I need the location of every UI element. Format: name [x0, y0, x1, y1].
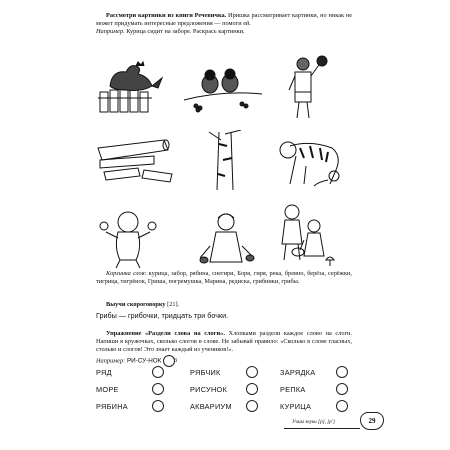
exercise-example-label: Например: — [96, 357, 126, 365]
page-number: 29 — [360, 412, 384, 430]
intro-text: Иришка рассматривает картинки, но никак не может придумать интересные предложения — помоги ей. — [96, 12, 352, 28]
syllable-circle[interactable] — [246, 383, 258, 395]
exercise-example-word: РИ-СУ-НОК — [125, 357, 162, 365]
footer-rule — [284, 428, 360, 429]
tiger-and-cub — [270, 136, 350, 188]
word-basket — [96, 270, 352, 286]
word-row — [96, 366, 356, 380]
boy-and-girl-with-mushrooms — [270, 200, 336, 270]
intro-example-label: Например. — [96, 28, 125, 36]
syllable-circle[interactable] — [152, 366, 164, 378]
word-basket-label: Корзинка слов: — [106, 270, 147, 277]
word-cell — [96, 383, 164, 395]
word-cell — [190, 400, 258, 412]
word-row — [96, 383, 356, 397]
syllable-circle[interactable] — [336, 383, 348, 395]
word-cell — [96, 400, 164, 412]
word-cell — [280, 383, 348, 395]
intro-heading: Рассмотри картинки из книги Речевичка. — [106, 12, 227, 19]
word: РЯБЧИК — [190, 367, 221, 377]
cut-logs — [94, 134, 176, 184]
intro-paragraph — [96, 12, 352, 37]
exercise-heading: Упражнение «Раздели слова на слоги». — [106, 330, 225, 337]
syllable-circle[interactable] — [246, 400, 258, 412]
word-cell — [190, 366, 258, 378]
word: РЕПКА — [280, 384, 306, 394]
word-basket-text: курица, забор, рябина, снегири, Боря, гиря, река, бревно, берёза, серёжки, тигрица, тигрёнок, Гриша, погремушка, Марина, редиска, грибники, грибы. — [96, 270, 352, 286]
exercise-text: Хлопками раздели каждое слово на слоги. Напиши в кружочках, сколько слогов в слове. Не забывай правило: «Сколько в слове гласных, столько и слогов! Это знает каждый из учеников!». — [96, 330, 352, 354]
boy-with-kettlebell — [275, 54, 337, 120]
word: МОРЕ — [96, 384, 119, 394]
syllable-circle[interactable] — [152, 400, 164, 412]
syllable-circle[interactable] — [152, 383, 164, 395]
girl-with-vegetables — [198, 208, 258, 270]
bullfinches-on-rowan-branch — [182, 58, 264, 114]
tongue-twister-text: Грибы — грибочки, тридцать три бочки. — [96, 311, 229, 320]
syllable-circle[interactable] — [336, 366, 348, 378]
tongue-twister-ref: [21]. — [165, 301, 180, 308]
word-cell — [280, 400, 348, 412]
syllable-circle[interactable] — [246, 366, 258, 378]
word-cell — [190, 383, 258, 395]
word: РЯД — [96, 367, 112, 377]
birch-trunk — [205, 130, 245, 190]
intro-example-text: Курица сидит на заборе. Раскрась картинки. — [124, 28, 245, 36]
word: РЯБИНА — [96, 401, 128, 411]
footer-title: Учим звуки [р], [р'] — [292, 419, 336, 425]
word-cell — [280, 366, 348, 378]
word-row — [96, 400, 356, 414]
word: АКВАРИУМ — [190, 401, 232, 411]
tongue-twister-heading: Выучи скороговорку — [106, 301, 166, 308]
baby-with-rattle — [98, 208, 164, 270]
exercise-paragraph — [96, 330, 352, 367]
tongue-twister-heading-line — [96, 301, 352, 309]
workbook-page — [70, 0, 388, 450]
hen-on-fence — [96, 58, 172, 114]
example-syllable-count: 3 — [163, 355, 175, 367]
syllable-circle[interactable] — [336, 400, 348, 412]
word: ЗАРЯДКА — [280, 367, 316, 377]
word: РИСУНОК — [190, 384, 228, 394]
word: КУРИЦА — [280, 401, 312, 411]
word-cell — [96, 366, 164, 378]
